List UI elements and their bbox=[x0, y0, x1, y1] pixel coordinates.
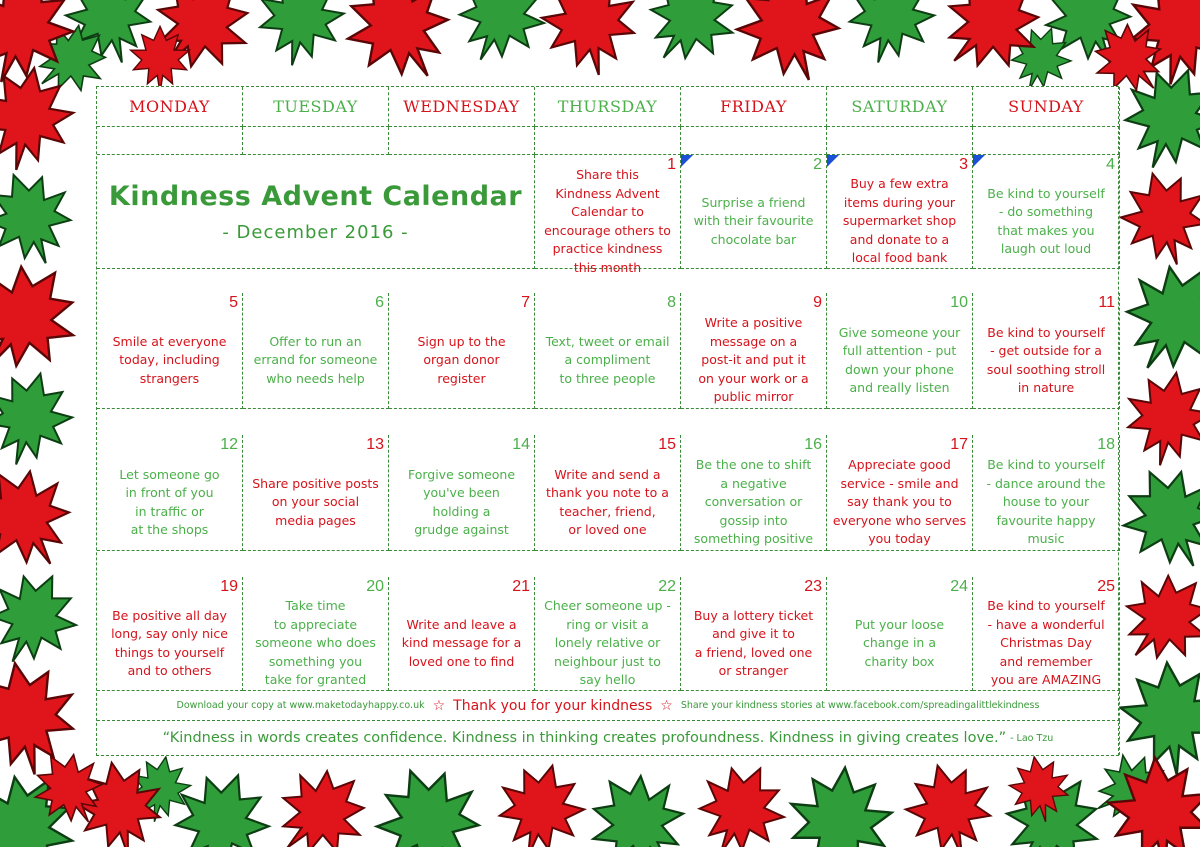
day-cell bbox=[827, 155, 973, 269]
quote-row bbox=[97, 721, 1120, 755]
corner-marker bbox=[681, 155, 693, 167]
kindness-act: Buy a lottery ticket and give it to a friend, loved one or stranger bbox=[693, 607, 814, 678]
day-cell bbox=[827, 577, 973, 691]
date-number: 23 bbox=[804, 578, 822, 595]
empty-cell bbox=[97, 127, 243, 155]
green-leaf bbox=[572, 755, 707, 847]
star-icon: ☆ bbox=[660, 697, 673, 714]
day-cell bbox=[681, 155, 827, 269]
advent-calendar bbox=[96, 86, 1119, 756]
day-name: WEDNESDAY bbox=[403, 97, 520, 116]
corner-marker bbox=[973, 155, 985, 167]
kindness-act: Surprise a friend with their favourite chocolate bar bbox=[693, 194, 814, 247]
red-leaf bbox=[258, 751, 384, 847]
day-name: SATURDAY bbox=[851, 97, 948, 116]
kindness-act: Write a positive message on a post-it and put it on your work or a public mirror bbox=[698, 315, 809, 405]
kindness-act: Be kind to yourself - have a wonderful Christmas Day and remember you are AMAZING bbox=[987, 598, 1105, 688]
day-name: FRIDAY bbox=[720, 97, 787, 116]
day-cell bbox=[243, 293, 389, 409]
kindness-act: Cheer someone up - ring or visit a lonely relative or neighbour just to say hello bbox=[544, 598, 671, 688]
day-cell bbox=[973, 293, 1120, 409]
date-number: 12 bbox=[220, 436, 238, 453]
star-icon: ☆ bbox=[432, 697, 446, 714]
green-leaf bbox=[1117, 658, 1200, 779]
day-header bbox=[827, 87, 973, 127]
red-leaf bbox=[535, 0, 644, 83]
day-cell bbox=[535, 577, 681, 691]
red-leaf bbox=[682, 751, 798, 847]
kindness-act: Give someone your full attention - put down your phone and really listen bbox=[838, 324, 961, 395]
kindness-act: Text, tweet or email a compliment to three people bbox=[545, 333, 670, 386]
green-leaf bbox=[838, 0, 943, 73]
day-cell bbox=[389, 577, 535, 691]
share-link-text: Share your kindness stories at www.facebook.com/spreadingalittlekindness bbox=[680, 700, 1040, 711]
kindness-act: Put your loose change in a charity box bbox=[854, 616, 945, 669]
day-cell bbox=[97, 435, 243, 551]
corner-marker bbox=[827, 155, 839, 167]
kindness-act: Be positive all day long, say only nice things to yourself and to others bbox=[111, 607, 228, 678]
empty-cell bbox=[827, 127, 973, 155]
empty-cell bbox=[973, 127, 1120, 155]
day-header bbox=[535, 87, 681, 127]
date-number: 3 bbox=[959, 156, 968, 173]
green-leaf bbox=[0, 161, 85, 278]
green-leaf bbox=[629, 0, 752, 82]
day-cell bbox=[243, 577, 389, 691]
green-leaf bbox=[0, 363, 81, 476]
day-cell bbox=[535, 435, 681, 551]
empty-cell bbox=[681, 127, 827, 155]
kindness-act: Forgive someone you've been holding a grudge against bbox=[407, 466, 516, 537]
day-cell bbox=[973, 155, 1120, 269]
day-header bbox=[389, 87, 535, 127]
date-number: 8 bbox=[667, 294, 676, 311]
day-cell bbox=[973, 435, 1120, 551]
day-cell bbox=[97, 293, 243, 409]
green-leaf bbox=[442, 0, 558, 77]
day-cell bbox=[827, 293, 973, 409]
green-leaf bbox=[0, 559, 90, 680]
green-leaf bbox=[1108, 453, 1200, 586]
date-number: 14 bbox=[512, 436, 530, 453]
day-header bbox=[97, 87, 243, 127]
kindness-act: Be the one to shift a negative conversation or gossip into something positive bbox=[693, 457, 814, 547]
kindness-act: Appreciate good service - smile and say thank you to everyone who serves you today bbox=[832, 457, 967, 547]
day-name: MONDAY bbox=[129, 97, 210, 116]
red-leaf bbox=[723, 0, 856, 97]
kindness-act: Sign up to the organ donor register bbox=[417, 333, 506, 386]
day-cell bbox=[681, 293, 827, 409]
footer-links bbox=[97, 691, 1120, 721]
date-number: 5 bbox=[229, 294, 238, 311]
date-number: 11 bbox=[1098, 294, 1115, 311]
calendar-subtitle: - December 2016 - bbox=[222, 221, 409, 243]
day-cell bbox=[535, 293, 681, 409]
day-header bbox=[243, 87, 389, 127]
kindness-act: Be kind to yourself - get outside for a soul soothing stroll in nature bbox=[986, 324, 1106, 395]
day-name: TUESDAY bbox=[273, 97, 358, 116]
calendar-title: Kindness Advent Calendar bbox=[108, 180, 523, 212]
green-leaf bbox=[785, 763, 895, 847]
red-leaf bbox=[897, 755, 1002, 847]
day-name: THURSDAY bbox=[557, 97, 658, 116]
day-cell bbox=[973, 577, 1120, 691]
date-number: 18 bbox=[1097, 436, 1115, 453]
empty-cell bbox=[389, 127, 535, 155]
date-number: 15 bbox=[658, 436, 676, 453]
kindness-act: Smile at everyone today, including strangers bbox=[112, 333, 227, 386]
thank-you-text: Thank you for your kindness bbox=[453, 697, 653, 714]
date-number: 22 bbox=[658, 578, 676, 595]
empty-cell bbox=[243, 127, 389, 155]
red-leaf bbox=[0, 451, 90, 587]
green-leaf bbox=[363, 754, 496, 847]
date-number: 9 bbox=[813, 294, 822, 311]
date-number: 1 bbox=[667, 156, 676, 173]
kindness-act: Be kind to yourself - do something that makes you laugh out loud bbox=[987, 185, 1105, 256]
red-leaf bbox=[1112, 163, 1200, 276]
green-leaf bbox=[251, 0, 350, 73]
day-cell bbox=[681, 577, 827, 691]
kindness-act: Let someone go in front of you in traffic or at the shops bbox=[119, 466, 220, 537]
date-number: 2 bbox=[813, 156, 822, 173]
day-name: SUNDAY bbox=[1008, 97, 1084, 116]
quote-text: “Kindness in words creates confidence. Kindness in thinking creates profoundness. Kindness in giving creates love.” bbox=[162, 730, 1007, 746]
empty-cell bbox=[535, 127, 681, 155]
kindness-act: Be kind to yourself - dance around the house to your favourite happy music bbox=[986, 457, 1106, 547]
kindness-act: Buy a few extra items during your supermarket shop and donate to a local food bank bbox=[842, 176, 957, 266]
date-number: 19 bbox=[220, 578, 238, 595]
day-header bbox=[973, 87, 1120, 127]
date-number: 7 bbox=[521, 294, 530, 311]
day-cell bbox=[97, 577, 243, 691]
red-leaf bbox=[1119, 365, 1200, 472]
date-number: 24 bbox=[950, 578, 968, 595]
day-cell bbox=[535, 155, 681, 275]
date-number: 13 bbox=[366, 436, 384, 453]
red-leaf bbox=[0, 244, 96, 394]
date-number: 6 bbox=[375, 294, 384, 311]
date-number: 17 bbox=[950, 436, 968, 453]
date-number: 21 bbox=[512, 578, 530, 595]
day-cell bbox=[389, 435, 535, 551]
kindness-act: Write and send a thank you note to a teacher, friend, or loved one bbox=[546, 466, 669, 537]
kindness-act: Share this Kindness Advent Calendar to encourage others to practice kindness this month bbox=[544, 167, 671, 275]
day-header bbox=[681, 87, 827, 127]
day-cell bbox=[827, 435, 973, 551]
date-number: 10 bbox=[950, 294, 968, 311]
date-number: 4 bbox=[1106, 156, 1115, 173]
day-cell bbox=[681, 435, 827, 551]
kindness-act: Write and leave a kind message for a loved one to find bbox=[401, 616, 522, 669]
kindness-act: Share positive posts on your social media pages bbox=[252, 475, 379, 528]
day-cell bbox=[243, 435, 389, 551]
date-number: 20 bbox=[366, 578, 384, 595]
date-number: 25 bbox=[1097, 578, 1115, 595]
kindness-act: Offer to run an errand for someone who needs help bbox=[253, 333, 378, 386]
date-number: 16 bbox=[804, 436, 822, 453]
red-leaf bbox=[488, 755, 593, 847]
download-link-text: Download your copy at www.maketodayhappy.co.uk bbox=[176, 700, 425, 711]
day-cell bbox=[389, 293, 535, 409]
kindness-act: Take time to appreciate someone who does something you take for granted bbox=[255, 598, 376, 688]
title-block bbox=[97, 155, 535, 269]
quote-author: - Lao Tzu bbox=[1010, 732, 1054, 744]
